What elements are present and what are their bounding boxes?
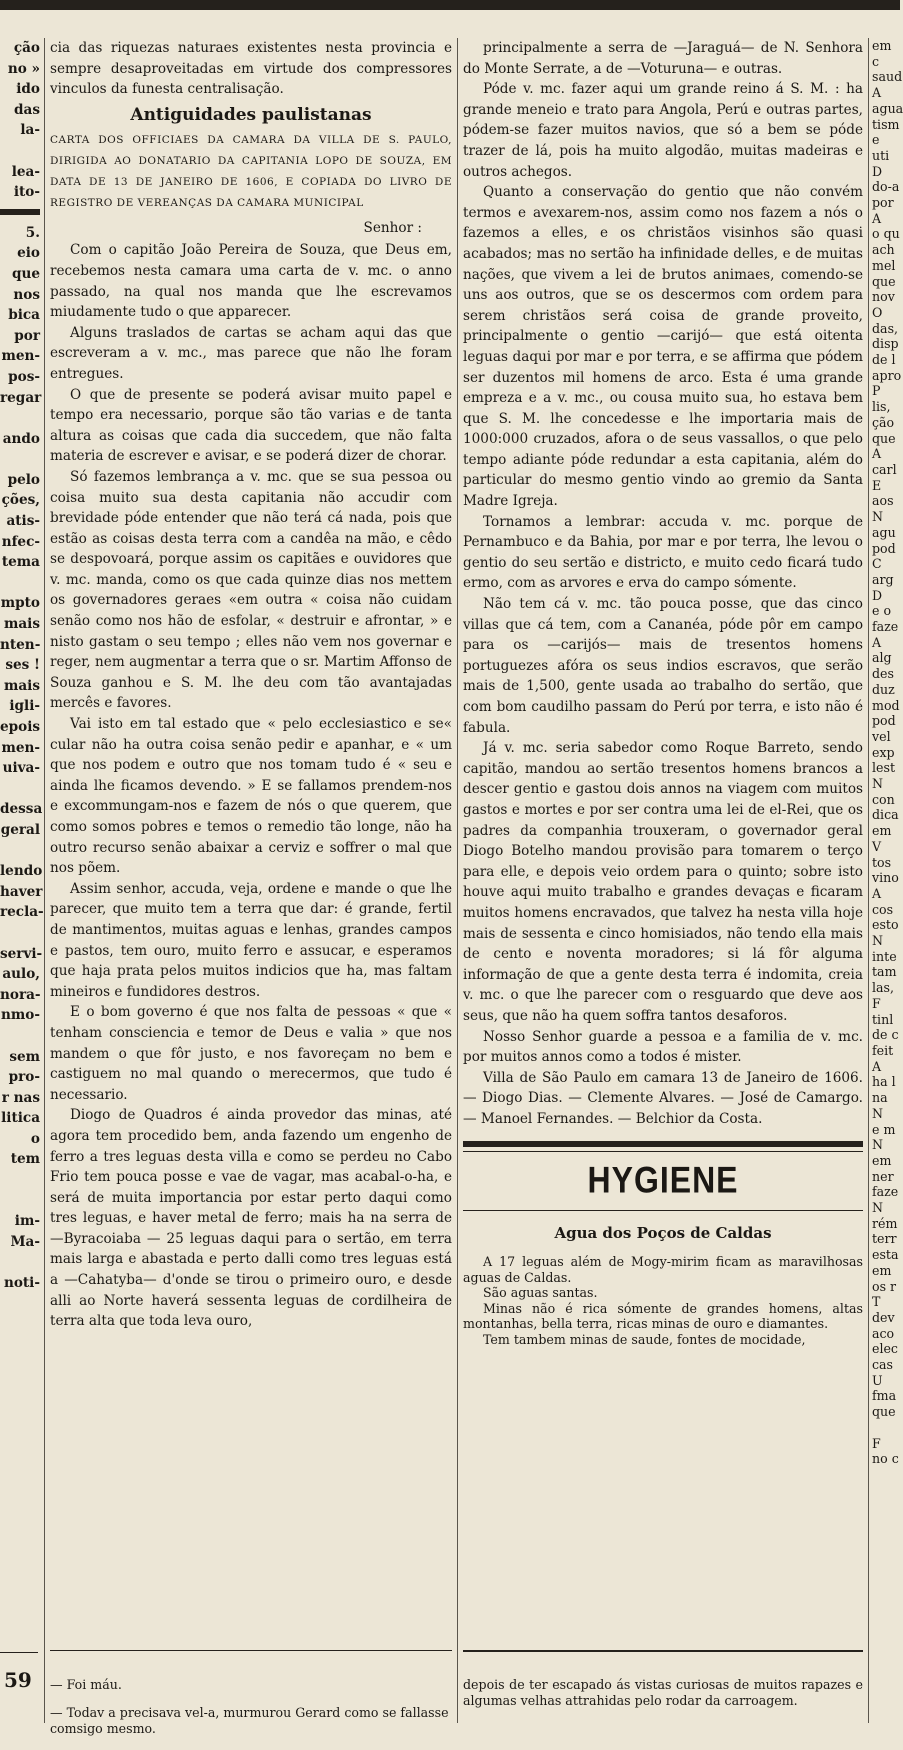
right-fragment-line: A — [872, 446, 882, 462]
right-column-fragments — [872, 38, 903, 1723]
hygiene-paragraph: Minas não é rica sómente de grandes homens, altas montanhas, bella terra, ricas minas de ouro e diamantes. — [463, 1300, 863, 1332]
right-fragment-line: V — [872, 838, 882, 854]
left-fragment-line: atis- — [6, 513, 40, 530]
left-fragment-line: uiva- — [2, 760, 40, 777]
article-subtitle: Agua dos Poços de Caldas — [554, 1224, 772, 1243]
right-fragment-line: N — [872, 1105, 884, 1121]
right-fragment-line: O — [872, 304, 883, 320]
left-fragment-line: ito- — [13, 184, 40, 201]
right-fragment-line: no c — [872, 1451, 899, 1467]
letter-body — [50, 240, 452, 1331]
right-fragment-line: pod — [872, 713, 896, 729]
right-fragment-line: las, — [872, 980, 895, 996]
left-fragment-line: men- — [1, 739, 40, 756]
right-fragment-line: F — [872, 995, 881, 1011]
right-fragment-line: exp — [872, 744, 895, 760]
hygiene-paragraph: São aguas santas. — [483, 1285, 598, 1301]
section-rule-thin — [463, 1151, 863, 1152]
left-fragment-line: Ma- — [10, 1233, 40, 1250]
left-fragment-line: nora- — [0, 986, 41, 1003]
right-fragment-line: lest — [872, 760, 896, 776]
letter-header: CARTA DOS OFFICIAES DA CAMARA DA VILLA DE S. PAULO, DIRIGIDA AO DONATARIO DA CAPITANIA LOPO DE SOUZA, EM DATA DE 13 DE JANEIRO DE 1606, E COPIADA DO LIVRO DE REGISTRO DE VEREANÇAS DA CAMARA MUNICIPAL — [50, 133, 452, 209]
left-fragment-line: nfec- — [1, 533, 40, 550]
left-fragment-line: men- — [1, 348, 40, 365]
right-fragment-line: pod — [872, 540, 896, 556]
left-fragment-line: eio — [17, 245, 40, 262]
column-2-bottom-text — [463, 1664, 863, 1721]
left-fragment-line: 5. — [25, 224, 40, 241]
left-fragment-line — [0, 408, 40, 429]
left-fragment-line: ção — [13, 40, 40, 56]
right-fragment-line: duz — [872, 681, 895, 697]
left-fragment-line: mais — [3, 677, 40, 694]
left-fragment-middle — [0, 223, 44, 1294]
section-rule-thick — [463, 1141, 863, 1147]
left-fragment-line: aulo, — [2, 966, 40, 983]
right-fragment-line: T — [872, 1294, 881, 1310]
hygiene-article — [463, 1254, 863, 1347]
left-fragment-line — [0, 1191, 40, 1212]
masthead-rule — [0, 0, 900, 10]
letter-paragraph: Assim senhor, accuda, veja, ordene e mande o que lhe parecer, que muito tem a terra que dar: é grande, fertil de mantimentos, muitas aguas e lenhas, grandes campos e pastos, tem ouro, muito ferro e assucar, e esperamos que haja prata pelos muitos indicios que ha, mas faltam mineiros e fundidores destros. — [50, 880, 452, 1000]
right-fragment-line: os r — [872, 1278, 897, 1294]
right-fragment-line: A — [872, 885, 882, 901]
right-fragment-line: disp — [872, 336, 899, 352]
right-fragment-line: N — [872, 1137, 884, 1153]
left-fragment-line: ses ! — [5, 657, 40, 674]
left-bottom-rule — [0, 1652, 38, 1653]
left-fragment-line — [0, 573, 40, 594]
left-fragment-line: tema — [1, 554, 40, 571]
bottom-line: — Foi máu. — [50, 1676, 122, 1692]
right-fragment-line: agu — [872, 524, 896, 540]
letter-paragraph: Diogo de Quadros é ainda provedor das minas, até agora tem procedido bem, anda fazendo um engenho de ferro a tres leguas desta villa e como se perdeu no Cabo Frio tem pouca posse e vae de vagar, mas acabal-o-ha, e será de muita importancia por estar perto daqui como tres leguas, e haver metal de ferro; mais ha na serra de —Byracoiaba — 25 leguas daqui para o sertão, em terra mais larga e abastada e perto dalli como tres leguas está a —Cahatyba— d'onde se tirou o primeiro ouro, e desde alli ao Norte haverá sessenta leguas de cordilheira de terra alta que toda leva ouro, — [50, 1107, 452, 1330]
right-fragment-line: por — [872, 195, 894, 211]
right-fragment-line: em — [872, 1262, 892, 1278]
letter-paragraph: Tornamos a lembrar: accuda v. mc. porque de Pernambuco e da Bahia, por mar e por terra, lhe levou o gentio do seu sertão e districto, e muito cedo ficará tudo ermo, com as arvores e erva do campo sómente. — [463, 513, 863, 592]
letter-paragraph: Nosso Senhor guarde a pessoa e a familia de v. mc. por muitos annos como a todos é mister. — [463, 1028, 863, 1066]
right-fragment-line: A — [872, 634, 882, 650]
letter-paragraph: principalmente a serra de —Jaraguá— de N. Senhora do Monte Serrate, a de —Voturuna— e outras. — [463, 40, 863, 77]
left-fragment-line — [0, 141, 40, 162]
left-fragment-line: lendo — [0, 863, 43, 880]
left-fragment-line: o tem — [10, 1130, 40, 1168]
left-fragment-line: pelo — [7, 471, 40, 488]
right-fragment-line: A — [872, 210, 882, 226]
left-fragment-line: geral — [0, 821, 40, 838]
right-fragment-line: que — [872, 430, 896, 446]
right-fragment-line — [872, 1420, 900, 1436]
intro-text: cia das riquezas naturaes existentes nesta provincia e sempre desaproveitadas em virtude dos compressores vinculos da funesta centralisação. — [50, 40, 452, 98]
letter-paragraph: Com o capitão João Pereira de Souza, que Deus em, recebemos nesta camara uma carta de v. mc. o anno passado, na qual nos manda que lhe escrevamos miudamente tudo o que apparecer. — [50, 242, 452, 321]
left-fragment-line — [0, 1170, 40, 1191]
left-fragment-line — [0, 1026, 40, 1047]
left-fragment-rule — [0, 209, 40, 215]
column-1-bottom-text — [50, 1664, 452, 1750]
right-fragment-line: dica — [872, 807, 899, 823]
column-2 — [463, 38, 863, 1645]
left-fragment-line — [0, 1252, 40, 1273]
right-fragment-line: U — [872, 1372, 883, 1388]
left-fragment-line: dessa — [0, 801, 43, 818]
column-divider-3 — [868, 38, 869, 1723]
right-fragment-line: carl — [872, 461, 897, 477]
right-fragment-line: ção — [872, 414, 895, 430]
right-fragment-line: F — [872, 1435, 881, 1451]
left-fragment-line: haver — [0, 883, 43, 900]
right-fragment-line: arg — [872, 571, 894, 587]
right-fragment-line: A — [872, 1058, 882, 1074]
right-fragment-line: na — [872, 1090, 888, 1106]
left-fragment-line: nten- — [0, 636, 41, 653]
left-fragment-line: por — [14, 327, 40, 344]
bottom-line: — Todav a precisava vel-a, murmurou Gerard como se fallasse comsigo mesmo. — [50, 1705, 449, 1737]
right-fragment-line: e m — [872, 1121, 896, 1137]
right-fragment-line: des — [872, 666, 894, 682]
right-fragment-line: aos — [872, 493, 894, 509]
column-1 — [50, 38, 452, 1645]
left-fragment-line — [0, 923, 40, 944]
right-fragment-line: mel — [872, 257, 896, 273]
right-fragment-line: D — [872, 163, 883, 179]
left-fragment-line: pro- — [8, 1069, 40, 1086]
left-fragment-line: noti- — [3, 1275, 40, 1292]
right-fragment-line: mod — [872, 697, 900, 713]
right-fragment-line: em — [872, 823, 892, 839]
right-fragment-line: aco — [872, 1325, 895, 1341]
left-fragment-line: das — [14, 101, 40, 118]
right-fragment-line: C — [872, 556, 882, 572]
left-fragment-line: no » — [7, 60, 40, 77]
right-fragment-line: em — [872, 1152, 892, 1168]
column-1-bottom-rule — [50, 1650, 452, 1651]
left-fragment-line: igli- — [9, 698, 40, 715]
letter-paragraph: O que de presente se poderá avisar muito papel e tempo era necessario, porque são tão varias e de tanta altura as coisas que cada dia succedem, que não falta materia de escrever e avisar, e se poderá dizer de chorar. — [50, 386, 452, 465]
section-title-hygiene: HYGIENE — [587, 1159, 739, 1202]
left-fragment-line: r nas — [1, 1089, 40, 1106]
right-fragment-line: D — [872, 587, 883, 603]
left-fragment-line: im- — [14, 1213, 40, 1230]
left-fragment-line: recla- — [0, 904, 44, 921]
right-fragment-line: do-a — [872, 179, 900, 195]
letter-closing — [463, 1068, 863, 1130]
letter-continuation — [463, 38, 863, 1068]
right-fragment-line: ha l — [872, 1074, 896, 1090]
letter-paragraph: Não tem cá v. mc. tão pouca posse, que das cinco villas que cá tem, com a Cananéa, póde pôr em campo para os —carijós— mais de tresentos homens portuguezes afóra os seus indios escravos, que serão mais de 1,500, gente usada ao trabalho do sertão, que com bom caudilho passam do Perú por terra, e isto não é fabula. — [463, 596, 863, 736]
letter-paragraph: Quanto a conservação do gentio que não convém termos e avexarem-nos, assim como nos fazem a nós o fazemos a elles, e os christãos visinhos são quasi acabados; mas no sertão ha infinidade delles, e de muitas nações, que vivem a lei de brutos animaes, comendo-se uns aos outros, que se os descermos com ordem para serem christãos será coisa de grande proveito, principalmente o gentio —carijó— que está oitenta leguas daqui por mar e por terra, e se affirma que pódem ser duzentos mil homens de arco. Esta é uma grande empreza e a v. mc., ou cousa muito sua, ho estava bem que S. M. lhe concedesse e lhe importaria mais de 1000:000 cruzados, afora o de seus vassallos, o que pelo tempo adiante póde redundar a esta capitania, além do particular do mesmo gentio vindo ao gremio da Santa Madre Igreja. — [463, 184, 863, 510]
right-fragment-line: alg — [872, 650, 892, 666]
right-fragment-line: inte — [872, 948, 897, 964]
letter-paragraph: Vai isto em tal estado que « pelo ecclesiastico e se« cular não ha outra coisa senão pedir e apanhar, e « um que nos podem e outro que nos tomam tudo é « seu e ainda lhe ficamos devendo. » E se fallamos prendem-nos e excommungam-nos e fazem de nós o que querem, que como somos pobres e temos o remedio tão longe, não ha outro recurso senão abaixar a cerviz e soffrer o mal que nos põem. — [50, 716, 452, 877]
right-fragment-line: A — [872, 85, 882, 101]
right-fragment-line: tam — [872, 964, 897, 980]
right-fragment-line: vel — [872, 728, 891, 744]
right-fragment-line: elec — [872, 1341, 898, 1357]
letter-paragraph: Póde v. mc. fazer aqui um grande reino á S. M. : ha grande meneio e trato para Angola, Perú e outras partes, pódem-se fazer muitos navios, que só a bem se póde trazer de lá, pois ha muito algodão, muitas madeiras e outros achegos. — [463, 81, 863, 180]
left-fragment-line: ções, — [1, 492, 40, 509]
letter-paragraph: Alguns traslados de cartas se acham aqui das que escreveram a v. mc., mas parece que não lhe foram entregues. — [50, 324, 452, 382]
closing-text: Villa de São Paulo em camara 13 de Janeiro de 1606. — Diogo Dias. — Clemente Alvares. — José de Camargo. — Manoel Fernandes. — Belchior da Costa. — [463, 1069, 863, 1127]
left-fragment-line: sem — [9, 1048, 40, 1065]
right-fragment-line: saud — [872, 69, 903, 85]
left-fragment-line: mais — [3, 616, 40, 633]
left-fragment-line: nmo- — [1, 1007, 40, 1024]
right-fragment-line: que — [872, 273, 896, 289]
right-fragment-line: tism — [872, 116, 900, 132]
right-fragment-line: esto — [872, 917, 899, 933]
hygiene-rule — [463, 1210, 863, 1211]
letter-paragraph: E o bom governo é que nos falta de pessoas « que « tenham consciencia e temor de Deus e valia » que nos mandem o que fôr justo, e nos favoreçam no bem e castiguem no mal quando o merecermos, que tudo é necessario. — [50, 1004, 452, 1103]
right-fragment-line: N — [872, 933, 884, 949]
letter-paragraph: Só fazemos lembrança a v. mc. que se sua pessoa ou coisa muito sua desta capitania não accudir com brevidade póde entender que não terá cá nada, pois que estão as coisas desta terra com a candêa na mão, e cêdo se despovoará, porque assim os capitães e ouvidores que v. mc. manda, como os que cada quinze dias nos mettem os governadores geraes «em outra « coisa não cuidam senão como nos hão de esfolar, « destruir e afrontar, » e nisto gastam o seu tempo ; elles não vem nos governar e reger, nem augmentar a terra que o sr. Martim Affonso de Souza ganhou e S. M. lhe deu com tão avantajadas mercês e favores. — [50, 468, 452, 712]
left-fragment-line: lea- — [11, 163, 40, 180]
bottom-line: depois de ter escapado ás vistas curiosas de muitos rapazes e algumas velhas attrahidas pelo rodar da carroagem. — [463, 1676, 863, 1708]
right-fragment-line: o qu — [872, 226, 900, 242]
hygiene-paragraph: A 17 leguas além de Mogy-mirim ficam as maravilhosas aguas de Caldas. — [463, 1254, 863, 1285]
right-fragment-line: fma — [872, 1388, 897, 1404]
right-fragment-line: E — [872, 477, 882, 493]
right-fragment-line: feit — [872, 1043, 894, 1058]
left-fragment-line: bica — [8, 307, 40, 324]
right-fragment-line: faze — [872, 619, 899, 635]
right-fragment-line: de l — [872, 352, 896, 368]
left-fragment-line: epois — [0, 719, 41, 735]
right-fragment-line: N — [872, 509, 884, 525]
left-fragment-line — [0, 779, 40, 800]
left-fragment-line: ando — [2, 430, 40, 447]
right-fragment-line: nov — [872, 289, 895, 305]
right-fragment-line: vino — [872, 870, 899, 886]
right-fragment-line: cas — [872, 1357, 894, 1373]
left-fragment-line: nos — [13, 286, 40, 303]
right-fragment-line: apro — [872, 367, 902, 383]
right-fragment-line: N — [872, 776, 884, 792]
right-fragment-line: ner — [872, 1168, 894, 1184]
left-fragment-top — [0, 38, 40, 203]
right-fragment-line: faze — [872, 1184, 899, 1200]
right-fragment-line: con — [872, 791, 895, 807]
right-fragment-line: P — [872, 383, 881, 399]
right-fragment-line: das, — [872, 320, 899, 336]
page-number: 59 — [4, 1668, 32, 1692]
right-fragment-line: N — [872, 1200, 884, 1216]
column-2-bottom-rule — [463, 1650, 863, 1652]
right-fragment-line: de c — [872, 1027, 899, 1043]
right-fragment-line: rém — [872, 1215, 898, 1231]
letter-paragraph: Já v. mc. seria sabedor como Roque Barreto, sendo capitão, mandou ao sertão tresentos homens brancos a descer gentio e gastou dois annos na viagem com muitos gastos e mortes e por ser contra uma lei de el-Rei, que os padres da companhia trouxeram, o governador geral Diogo Botelho mandou provisão para tomarem o terço para elle, e depois veio ordem para o quinto; sobre isto houve aqui muito trabalho e grandes devaças e ficaram muitos homens encravados, que talvez ha nesta villa hoje mais de sessenta e cinco homisiados, não tendo ella mais de cento e noventa moradores; si lá fôr alguma informação de que a gente desta terra é indomita, creia v. mc. o que lhe parecer com o resguardo que deve aos seus, que não ha quem soffra tantos desaforos. — [463, 740, 863, 1024]
column-divider-1 — [44, 38, 45, 1723]
right-fragment-line: tos — [872, 854, 892, 870]
right-fragment-line: esta — [872, 1247, 899, 1263]
right-fragment-line: agua — [872, 100, 903, 116]
right-fragment-line: e o — [872, 603, 892, 619]
salutation: Senhor : — [363, 219, 422, 236]
right-fragment-line: que — [872, 1404, 896, 1420]
left-column-fragments — [0, 38, 44, 1723]
right-fragment-line: e uti — [872, 132, 890, 163]
left-fragment-line: regar — [0, 389, 42, 406]
left-fragment-line: mpto — [0, 595, 40, 612]
right-fragment-line: dev — [872, 1309, 895, 1325]
right-fragment-line: cos — [872, 901, 894, 917]
section-title-antiguidades: Antiguidades paulistanas — [130, 104, 372, 125]
left-fragment-line: que — [11, 265, 40, 282]
left-fragment-line — [0, 841, 40, 862]
column-divider-2 — [457, 38, 458, 1723]
right-fragment-line: terr — [872, 1231, 897, 1247]
left-fragment-line — [0, 449, 40, 470]
left-fragment-line: la- — [20, 122, 40, 139]
hygiene-paragraph: Tem tambem minas de saude, fontes de mocidade, — [483, 1331, 806, 1347]
right-fragment-line: lis, — [872, 399, 891, 415]
left-fragment-line: pos- — [8, 368, 40, 385]
right-fragment-line: ach — [872, 242, 895, 258]
right-fragment-line: em c — [872, 38, 892, 69]
left-fragment-line: servi- — [0, 945, 43, 962]
left-fragment-line: ido — [16, 81, 40, 98]
left-fragment-line: litica — [1, 1110, 40, 1127]
right-fragment-line: tinl — [872, 1011, 894, 1027]
